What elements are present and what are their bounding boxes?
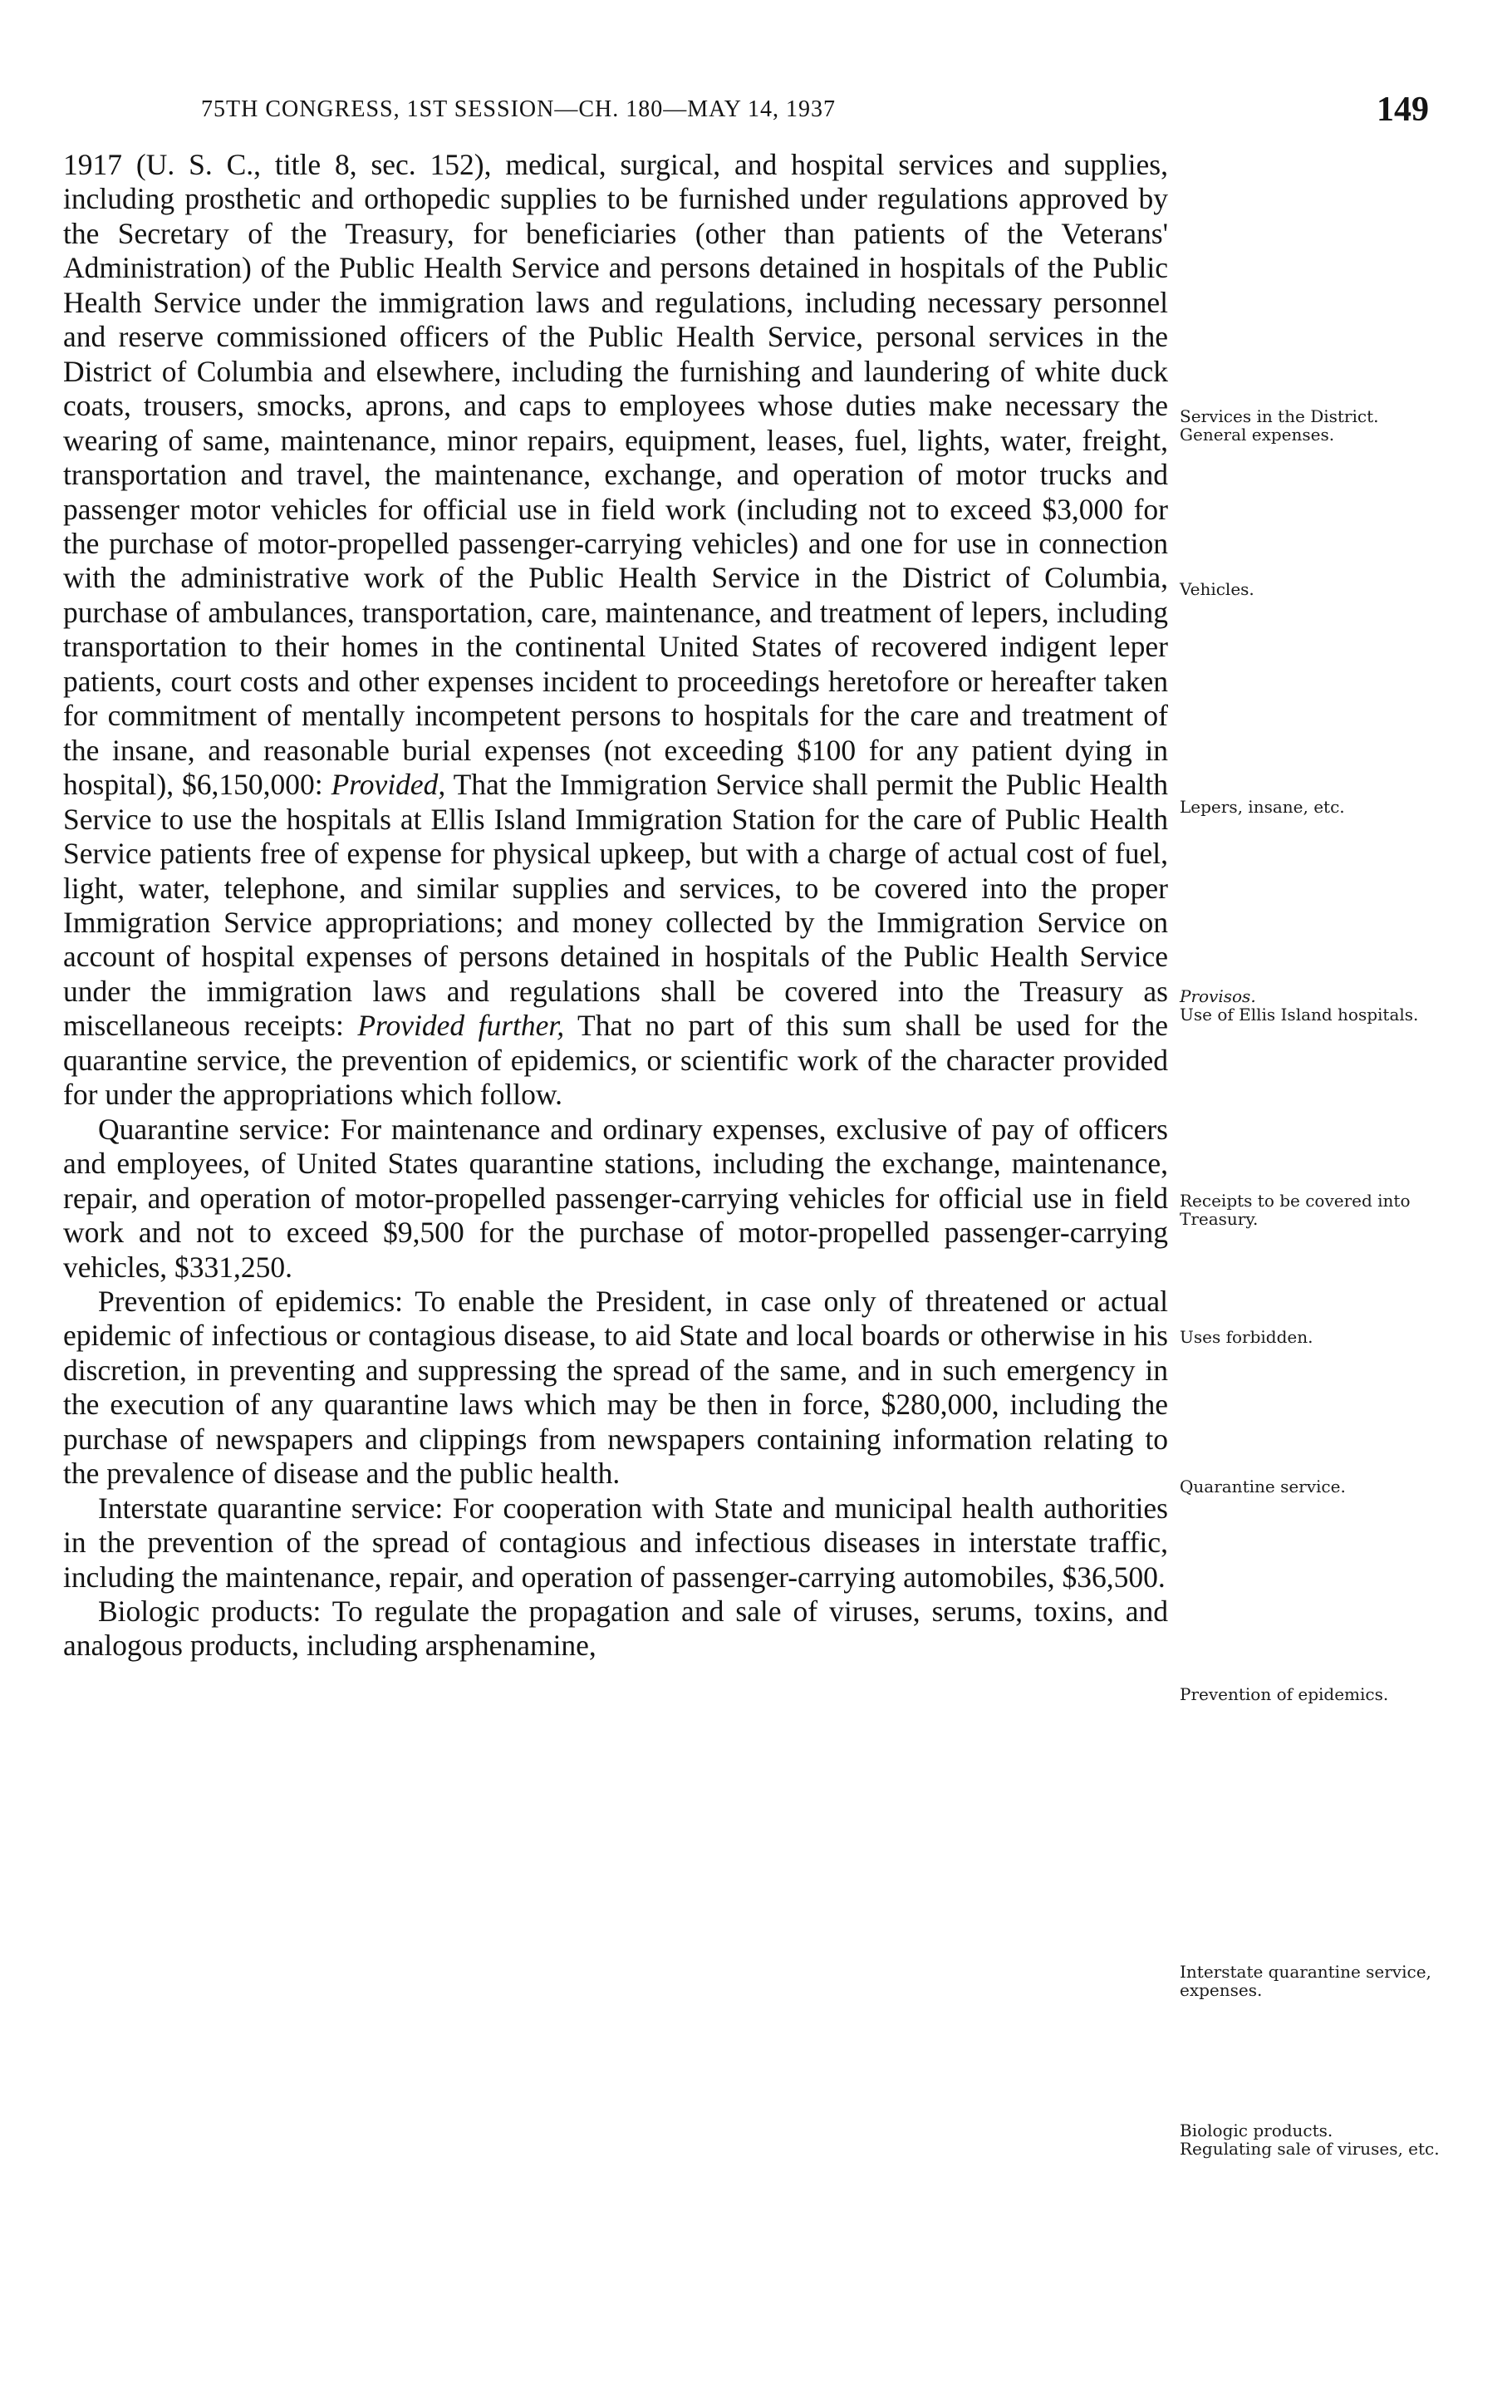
margin-note-line: Quarantine service. [1180,1477,1346,1496]
margin-note-provisos [1180,987,1446,1024]
page-number: 149 [1377,91,1429,129]
paragraph-interstate-quarantine [63,1491,1168,1595]
text-segment: Biologic products: To regulate the propagation and sale of viruses, serums, toxins, and analogous products, including arsphenamine, [63,1595,1168,1663]
margin-note-lepers [1180,798,1446,816]
margin-note-vehicles [1180,580,1446,598]
margin-note-interstate [1180,1963,1446,1999]
running-head: 75TH CONGRESS, 1ST SESSION—CH. 180—MAY 14, 1937 [201,96,836,122]
text-segment: That no part of this sum shall be used for the quarantine service, the prevention of epidemics, or scientific work of the character provided for under the appropriations which follow. [63,1009,1168,1112]
paragraph-biologic-products [63,1595,1168,1663]
margin-note-line: General expenses. [1180,425,1335,445]
margin-notes [1180,0,1446,2408]
statute-text [63,148,1168,1663]
margin-note-biologic [1180,2121,1446,2158]
margin-note-line: Prevention of epidemics. [1180,1684,1389,1704]
margin-note-line: Vehicles. [1180,579,1254,599]
margin-note-line: Receipts to be covered into Treasury. [1180,1191,1411,1229]
paragraph-prevention-of-epidemics [63,1285,1168,1491]
text-segment: That the Immigration Service shall permit the Public Health Service to use the hospitals at Ellis Island Immigration Station for the care of Public Health Service patients free of expense for physical upkeep, but with a charge of actual cost of fuel, light, water, telephone, and similar supplies and services, to be covered into the proper Immigration Service appropriations; and money collected by the Immigration Service on account of hospital expenses of persons detained in hospitals of the Public Health Service under the immigration laws and regulations shall be covered into the Treasury as miscellaneous receipts: [63,768,1168,1043]
margin-note-line: Biologic products. [1180,2121,1333,2140]
margin-note-prevention [1180,1685,1446,1703]
margin-note-quarantine-service [1180,1477,1446,1496]
text-segment: Interstate quarantine service: For cooperation with State and municipal health authorities in the prevention of the spread of contagious and infectious diseases in interstate traffic, including the maintenance, repair, and operation of passenger-carrying automobiles, $36,500. [63,1491,1168,1594]
margin-note-receipts [1180,1192,1446,1228]
margin-note-line: Lepers, insane, etc. [1180,797,1345,817]
text-segment: 1917 (U. S. C., title 8, sec. 152), medical, surgical, and hospital services and supplies, including prosthetic and orthopedic supplies to be furnished under regulations approved by the Secretary of the Treasury, for beneficiaries (other than patients of the Veterans' Administration) of the Public Health Service and persons detained in hospitals of the Public Health Service under the immigration laws and regulations, including necessary personnel and reserve commissioned officers of the Public Health Service, personal services in the District of Columbia and elsewhere, including the furnishing and laundering of white duck coats, trousers, smocks, aprons, and caps to employees whose duties make necessary the wearing of same, maintenance, minor repairs, equipment, leases, fuel, lights, water, freight, transportation and travel, the maintenance, exchange, and operation of motor trucks and passenger motor vehicles for official use in field work (including not to exceed $3,000 for the purchase of motor-propelled passenger-carrying vehicles) and one for use in connection with the administrative work of the Public Health Service in the District of Columbia, purchase of ambulances, transportation, care, maintenance, and treatment of lepers, including transportation to their homes in the continental United States of recovered indigent leper patients, court costs and other expenses incident to proceedings heretofore or hereafter taken for commitment of mentally incompetent persons to hospitals for the care and treatment of the insane, and reasonable burial expenses (not exceeding $100 for any patient dying in hospital), $6,150,000: [63,148,1168,802]
margin-note-line: Interstate quarantine service, expenses. [1180,1962,1431,2000]
text-segment: Quarantine service: For maintenance and ordinary expenses, exclusive of pay of officers and employees, of United States quarantine stations, including the exchange, maintenance, repair, and operation of motor-propelled passenger-carrying vehicles for official use in field work and not to exceed $9,500 for the purchase of motor-propelled passenger-carrying vehicles, $331,250. [63,1112,1168,1284]
margin-note-services-district [1180,407,1446,444]
margin-note-line: Provisos. [1180,986,1256,1006]
text-segment: Prevention of epidemics: To enable the President, in case only of threatened or actual epidemic of infectious or contagious disease, to aid State and local boards or otherwise in his discretion, in preventing and suppressing the spread of the same, and in such emergency in the execution of any quarantine laws which may be then in force, $280,000, including the purchase of newspapers and clippings from newspapers containing information relating to the prevalence of disease and the public health. [63,1284,1168,1491]
margin-note-line: Use of Ellis Island hospitals. [1180,1005,1419,1025]
proviso-further-term: Provided further, [357,1009,565,1043]
paragraph-quarantine-service [63,1113,1168,1285]
paragraph-general-expenses [63,148,1168,1113]
margin-note-line: Regulating sale of viruses, etc. [1180,2139,1440,2159]
margin-note-uses-forbidden [1180,1328,1446,1346]
proviso-term: Provided, [331,768,446,802]
margin-note-line: Services in the District. [1180,406,1379,426]
margin-note-line: Uses forbidden. [1180,1327,1313,1347]
